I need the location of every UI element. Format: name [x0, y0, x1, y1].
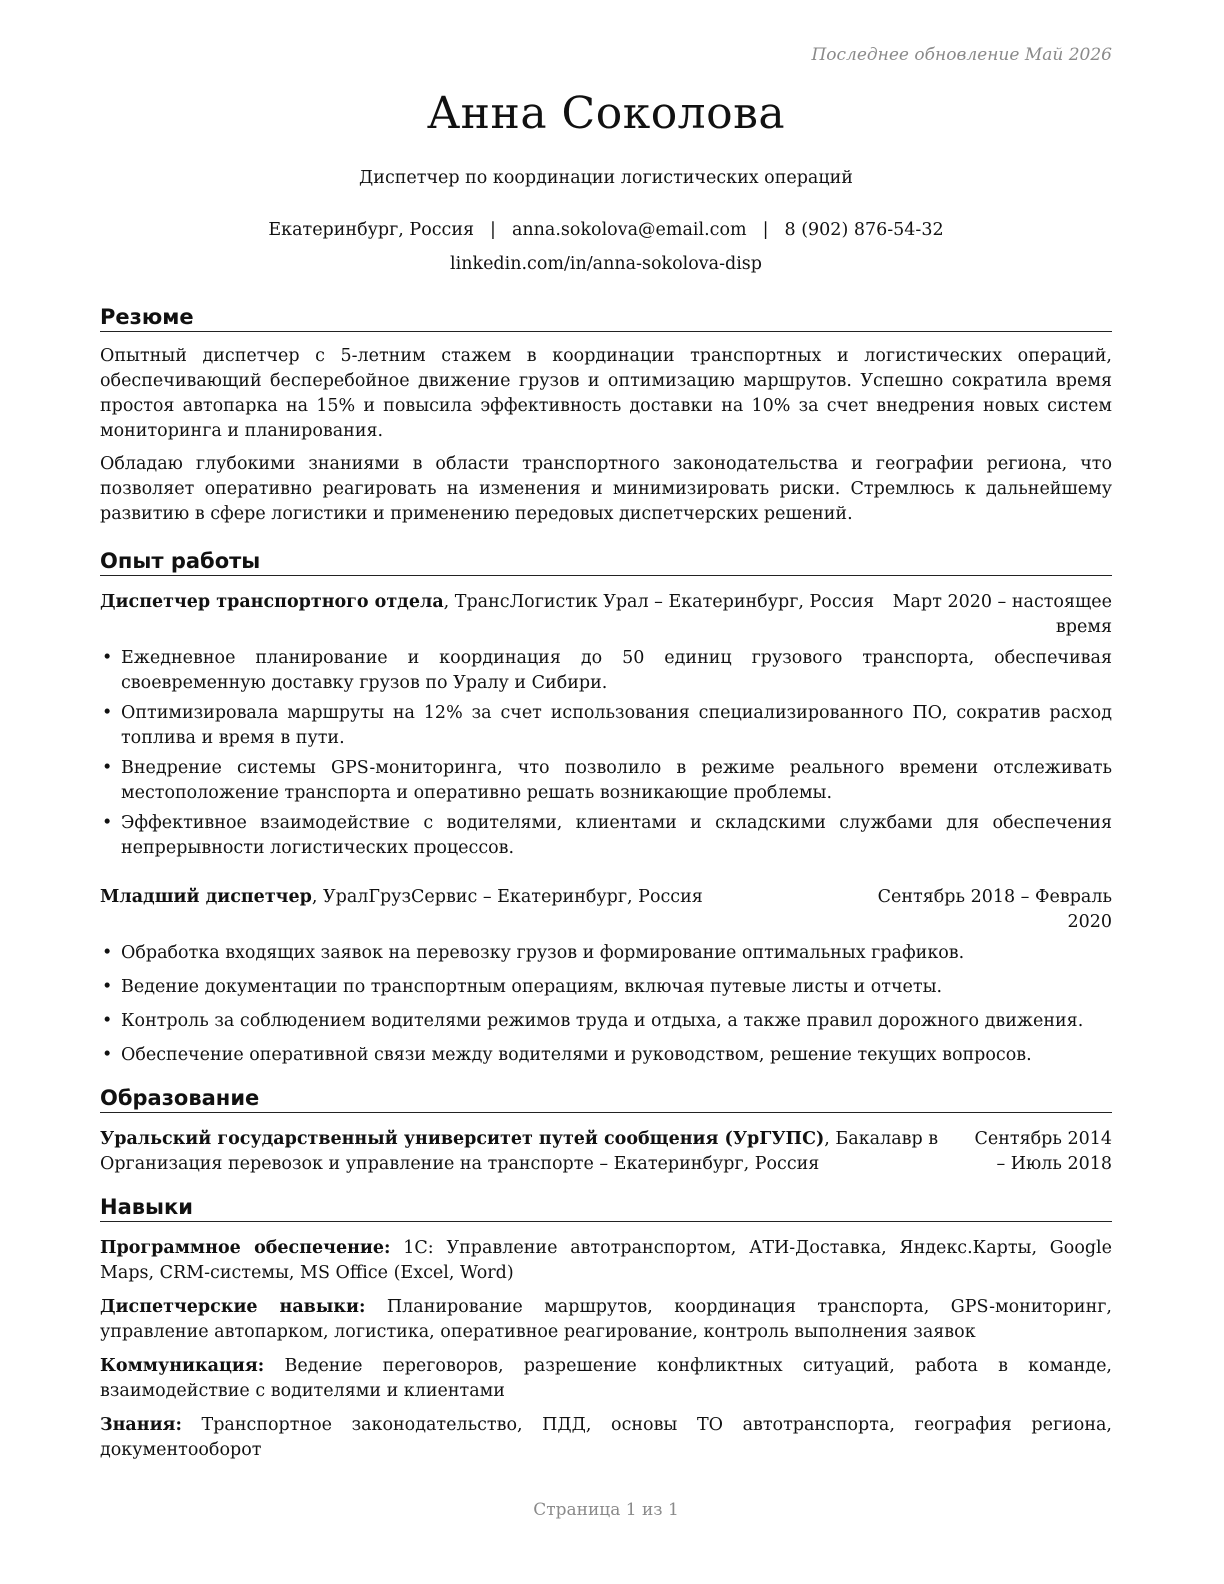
- job-company: , ТрансЛогистик Урал – Екатеринбург, Россия: [443, 592, 875, 612]
- contact-separator: |: [762, 220, 769, 240]
- job-header: [100, 590, 1112, 640]
- list-item: • Внедрение системы GPS-мониторинга, что позволило в режиме реального времени отслеживать местоположение транспорта и оперативно решать возникающие проблемы.: [100, 756, 1112, 806]
- candidate-headline: Диспетчер по координации логистических операций: [359, 168, 853, 188]
- experience-section: [100, 548, 1112, 1068]
- list-item: • Ежедневное планирование и координация до 50 единиц грузового транспорта, обеспечивая своевременную доставку грузов по Уралу и Сибири.: [100, 646, 1112, 696]
- skill-row: [100, 1295, 1112, 1345]
- summary-section: [100, 304, 1112, 527]
- education-section: [100, 1085, 1112, 1177]
- skill-label: Диспетчерские навыки:: [100, 1297, 366, 1317]
- list-item: • Ведение документации по транспортным операциям, включая путевые листы и отчеты.: [100, 975, 1112, 1000]
- last-updated: Последнее обновление Май 2026: [811, 45, 1112, 65]
- skill-label: Знания:: [100, 1415, 182, 1435]
- job-dates: Сентябрь 2018 – Февраль 2020: [877, 887, 1112, 932]
- job-role: Диспетчер транспортного отдела: [100, 592, 444, 612]
- section-title-skills: Навыки: [100, 1194, 1112, 1222]
- section-title-experience: Опыт работы: [100, 548, 1112, 576]
- email-link[interactable]: anna.sokolova@email.com: [511, 220, 747, 240]
- job-entry: [100, 590, 1112, 861]
- job-entry: [100, 885, 1112, 1068]
- resume-page: [100, 0, 1112, 1584]
- skill-value: Планирование маршрутов, координация транспорта, GPS-мониторинг, управление автопарком, логистика, оперативное реагирование, контроль выполнения заявок: [100, 1297, 1112, 1342]
- linkedin-link[interactable]: linkedin.com/in/anna-sokolova-disp: [450, 254, 762, 274]
- location: Екатеринбург, Россия: [268, 220, 475, 240]
- job-header: [100, 885, 1112, 935]
- list-item: • Оптимизировала маршруты на 12% за счет использования специализированного ПО, сократив расход топлива и время в пути.: [100, 701, 1112, 751]
- section-title-education: Образование: [100, 1085, 1112, 1113]
- skill-value: Транспортное законодательство, ПДД, основы ТО автотранспорта, география региона, документооборот: [100, 1415, 1112, 1460]
- job-bullets: [100, 646, 1112, 861]
- school-name: Уральский государственный университет путей сообщения (УрГУПС): [100, 1129, 825, 1149]
- skill-row: [100, 1413, 1112, 1463]
- skill-label: Программное обеспечение:: [100, 1238, 391, 1258]
- summary-paragraph: Обладаю глубокими знаниями в области транспортного законодательства и географии региона, что позволяет оперативно реагировать на изменения и минимизировать риски. Стремлюсь к дальнейшему развитию в сфере логистики и применению передовых диспетчерских решений.: [100, 454, 1112, 524]
- phone: 8 (902) 876-54-32: [784, 220, 944, 240]
- list-item: • Контроль за соблюдением водителями режимов труда и отдыха, а также правил дорожного движения.: [100, 1009, 1112, 1034]
- job-company: , УралГрузСервис – Екатеринбург, Россия: [311, 887, 703, 907]
- page-number: Страница 1 из 1: [533, 1500, 679, 1520]
- education-dates: Сентябрь 2014 – Июль 2018: [974, 1129, 1112, 1174]
- job-dates: Март 2020 – настоящее время: [892, 592, 1112, 637]
- section-title-summary: Резюме: [100, 304, 1112, 332]
- skill-row: [100, 1354, 1112, 1404]
- contact-separator: |: [490, 220, 496, 240]
- education-entry: [100, 1127, 1112, 1177]
- contact-line: [100, 220, 1112, 240]
- list-item: • Эффективное взаимодействие с водителями, клиентами и складскими службами для обеспечения непрерывности логистических процессов.: [100, 811, 1112, 861]
- summary-paragraph: Опытный диспетчер с 5-летним стажем в координации транспортных и логистических операций, обеспечивающий бесперебойное движение грузов и оптимизацию маршрутов. Успешно сократила время простоя автопарка на 15% и повысила эффективность доставки на 10% за счет внедрения новых систем мониторинга и планирования.: [100, 346, 1112, 441]
- candidate-name: Анна Соколова: [426, 88, 786, 139]
- job-bullets: [100, 941, 1112, 1068]
- skill-value: 1С: Управление автотранспортом, АТИ-Доставка, Яндекс.Карты, Google Maps, CRM-системы, MS Office (Excel, Word): [100, 1238, 1113, 1283]
- list-item: • Обеспечение оперативной связи между водителями и руководством, решение текущих вопросов.: [100, 1043, 1112, 1068]
- skill-row: [100, 1236, 1112, 1286]
- skill-value: Ведение переговоров, разрешение конфликтных ситуаций, работа в команде, взаимодействие с водителями и клиентами: [100, 1356, 1112, 1401]
- skills-section: [100, 1194, 1112, 1463]
- skill-label: Коммуникация:: [100, 1356, 265, 1376]
- degree-details: , Бакалавр в Организация перевозок и управление на транспорте – Екатеринбург, Россия: [100, 1129, 939, 1174]
- job-role: Младший диспетчер: [100, 887, 312, 907]
- list-item: • Обработка входящих заявок на перевозку грузов и формирование оптимальных графиков.: [100, 941, 1112, 966]
